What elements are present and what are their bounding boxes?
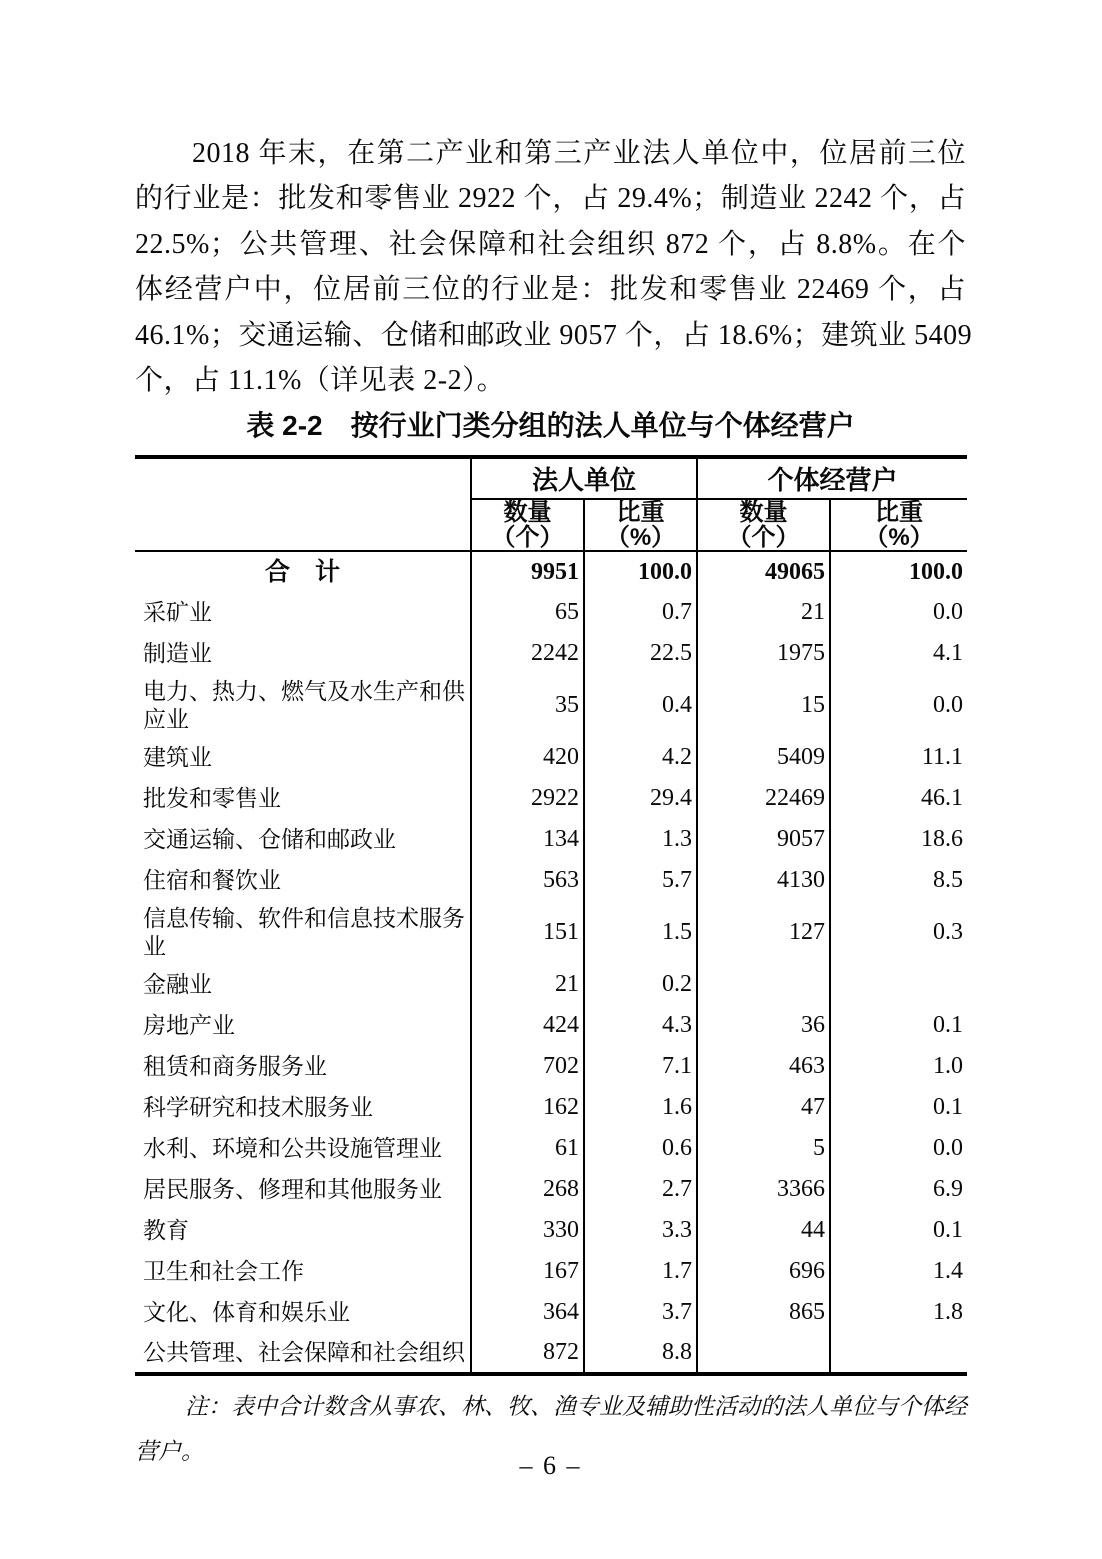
individual-count-value: 5 <box>697 1128 830 1169</box>
legal-units-count-value: 167 <box>471 1251 584 1292</box>
table-row <box>135 778 967 819</box>
legal-units-count-value: 134 <box>471 819 584 860</box>
legal-units-count-value: 2922 <box>471 778 584 819</box>
legal-units-share-value: 100.0 <box>584 551 697 592</box>
legal-units-share-value: 22.5 <box>584 633 697 674</box>
individual-count-value: 44 <box>697 1210 830 1251</box>
legal-units-share-value: 0.7 <box>584 592 697 633</box>
industry-name-cell: 教育 <box>143 1217 189 1243</box>
note-line: 注：表中合计数含从事农、林、牧、渔专业及辅助性活动的法人单位与个体经 <box>185 1394 967 1419</box>
table-row <box>135 1251 967 1292</box>
individual-count-value: 4130 <box>697 860 830 901</box>
legal-units-count-value: 702 <box>471 1046 584 1087</box>
paragraph-line: 个，占 11.1%（详见表 2-2）。 <box>135 365 506 397</box>
individual-count-value: 865 <box>697 1292 830 1333</box>
industry-name-cell: 房地产业 <box>143 1012 235 1038</box>
subheader-individual-share <box>830 499 967 551</box>
individual-count-value: 49065 <box>697 551 830 592</box>
legal-units-share-value: 3.7 <box>584 1292 697 1333</box>
individual-count-value: 696 <box>697 1251 830 1292</box>
individual-share-value: 0.3 <box>830 901 967 964</box>
subheader-unit: （%） <box>605 524 676 551</box>
subheader-unit: （%） <box>864 524 934 551</box>
industry-name-cell: 采矿业 <box>143 599 212 625</box>
legal-units-count-value: 162 <box>471 1087 584 1128</box>
paragraph-line: 体经营户中，位居前三位的行业是：批发和零售业 22469 个，占 <box>135 274 966 306</box>
individual-count-value: 1975 <box>697 633 830 674</box>
table-title: 表 2-2 按行业门类分组的法人单位与个体经营户 <box>246 410 855 441</box>
industry-name-cell: 水利、环境和公共设施管理业 <box>143 1135 442 1161</box>
note-line: 营户。 <box>135 1439 204 1464</box>
table-row <box>135 633 967 674</box>
individual-share-value: 0.1 <box>830 1087 967 1128</box>
table-row <box>135 901 967 964</box>
legal-units-share-value: 8.8 <box>584 1333 697 1374</box>
table-row <box>135 1046 967 1087</box>
legal-units-share-value: 4.2 <box>584 737 697 778</box>
individual-count-value <box>697 1333 830 1374</box>
individual-share-value: 0.1 <box>830 1005 967 1046</box>
table-row <box>135 860 967 901</box>
industry-name-cell: 建筑业 <box>143 744 212 770</box>
subheader-unit: （个） <box>727 524 800 551</box>
table-row <box>135 1169 967 1210</box>
individual-share-value: 0.0 <box>830 1128 967 1169</box>
legal-units-count-value: 424 <box>471 1005 584 1046</box>
legal-units-count-value: 872 <box>471 1333 584 1374</box>
individual-share-value: 1.4 <box>830 1251 967 1292</box>
subheader-label: 数量 <box>739 499 788 526</box>
legal-units-count-value: 65 <box>471 592 584 633</box>
industry-name-cell: 科学研究和技术服务业 <box>143 1094 373 1120</box>
individual-share-value: 4.1 <box>830 633 967 674</box>
individual-share-value: 0.0 <box>830 592 967 633</box>
individual-count-value: 127 <box>697 901 830 964</box>
individual-share-value: 0.1 <box>830 1210 967 1251</box>
industry-name-cell: 信息传输、软件和信息技术服务业 <box>143 905 465 959</box>
individual-share-value: 18.6 <box>830 819 967 860</box>
legal-units-count-value: 364 <box>471 1292 584 1333</box>
legal-units-count-value: 563 <box>471 860 584 901</box>
table-row <box>135 964 967 1005</box>
individual-share-value: 11.1 <box>830 737 967 778</box>
legal-units-count-value: 151 <box>471 901 584 964</box>
individual-share-value: 46.1 <box>830 778 967 819</box>
subheader-individual-count <box>697 499 830 551</box>
table-row <box>135 674 967 737</box>
table-row <box>135 551 967 592</box>
subheader-legal-share <box>584 499 697 551</box>
individual-count-value: 3366 <box>697 1169 830 1210</box>
legal-units-count-value: 268 <box>471 1169 584 1210</box>
industry-column-header-blank <box>135 457 471 551</box>
legal-units-share-value: 7.1 <box>584 1046 697 1087</box>
body-paragraph <box>135 131 973 403</box>
paragraph-line: 46.1%；交通运输、仓储和邮政业 9057 个，占 18.6%；建筑业 5409 <box>135 319 973 351</box>
subheader-legal-count <box>471 499 584 551</box>
page-number: – 6 – <box>519 1451 582 1480</box>
subheader-label: 比重 <box>875 499 924 526</box>
individual-count-value: 9057 <box>697 819 830 860</box>
individual-share-value: 100.0 <box>830 551 967 592</box>
legal-units-share-value: 0.2 <box>584 964 697 1005</box>
legal-units-share-value: 0.6 <box>584 1128 697 1169</box>
legal-units-count-value: 61 <box>471 1128 584 1169</box>
industry-name-cell: 文化、体育和娱乐业 <box>143 1299 350 1325</box>
table-row <box>135 1005 967 1046</box>
individual-count-value: 15 <box>697 674 830 737</box>
legal-units-count-value: 35 <box>471 674 584 737</box>
legal-units-count-value: 330 <box>471 1210 584 1251</box>
table-row <box>135 1333 967 1374</box>
legal-units-share-value: 1.3 <box>584 819 697 860</box>
paragraph-line: 2018 年末，在第二产业和第三产业法人单位中，位居前三位 <box>192 138 966 169</box>
industry-name-cell: 居民服务、修理和其他服务业 <box>143 1176 442 1202</box>
paragraph-line: 的行业是：批发和零售业 2922 个，占 29.4%；制造业 2242 个，占 <box>135 183 966 215</box>
industry-name-cell: 制造业 <box>143 640 212 666</box>
table-row <box>135 592 967 633</box>
individual-share-value: 8.5 <box>830 860 967 901</box>
industry-name-cell: 金融业 <box>143 971 212 997</box>
individual-share-value <box>830 1333 967 1374</box>
legal-units-share-value: 4.3 <box>584 1005 697 1046</box>
legal-units-share-value: 0.4 <box>584 674 697 737</box>
legal-units-share-value: 29.4 <box>584 778 697 819</box>
legal-units-share-value: 1.7 <box>584 1251 697 1292</box>
legal-units-count-value: 2242 <box>471 633 584 674</box>
industry-name-cell: 租赁和商务服务业 <box>143 1053 327 1079</box>
subheader-label: 数量 <box>503 499 552 526</box>
individual-share-value: 0.0 <box>830 674 967 737</box>
industry-name-cell: 电力、热力、燃气及水生产和供应业 <box>143 678 465 732</box>
table-row <box>135 737 967 778</box>
legal-units-share-value: 5.7 <box>584 860 697 901</box>
individual-share-value <box>830 964 967 1005</box>
legal-units-share-value: 3.3 <box>584 1210 697 1251</box>
industry-name-cell: 批发和零售业 <box>143 785 281 811</box>
industry-name-cell: 卫生和社会工作 <box>143 1258 304 1284</box>
individual-share-value: 6.9 <box>830 1169 967 1210</box>
legal-units-share-value: 1.6 <box>584 1087 697 1128</box>
subheader-unit: （个） <box>491 524 564 551</box>
individual-share-value: 1.8 <box>830 1292 967 1333</box>
individual-count-value: 47 <box>697 1087 830 1128</box>
legal-units-count-value: 9951 <box>471 551 584 592</box>
table-row <box>135 1087 967 1128</box>
table-row <box>135 1128 967 1169</box>
subheader-label: 比重 <box>616 499 665 526</box>
industry-name-cell: 交通运输、仓储和邮政业 <box>143 826 396 852</box>
paragraph-line: 22.5%；公共管理、社会保障和社会组织 872 个，占 8.8%。在个 <box>135 228 966 260</box>
individual-count-value: 21 <box>697 592 830 633</box>
legal-units-count-value: 420 <box>471 737 584 778</box>
individual-count-value <box>697 964 830 1005</box>
industry-name-cell: 公共管理、社会保障和社会组织 <box>143 1339 465 1365</box>
table-group-header-row <box>135 457 967 499</box>
table-row <box>135 819 967 860</box>
industry-name-cell: 住宿和餐饮业 <box>143 867 281 893</box>
table-row <box>135 1210 967 1251</box>
column-group-legal-units: 法人单位 <box>471 457 697 499</box>
table-row <box>135 1292 967 1333</box>
legal-units-share-value: 1.5 <box>584 901 697 964</box>
individual-count-value: 22469 <box>697 778 830 819</box>
individual-count-value: 5409 <box>697 737 830 778</box>
industry-statistics-table <box>135 455 967 1376</box>
individual-count-value: 36 <box>697 1005 830 1046</box>
legal-units-count-value: 21 <box>471 964 584 1005</box>
industry-name-cell: 合 计 <box>264 558 340 586</box>
individual-share-value: 1.0 <box>830 1046 967 1087</box>
individual-count-value: 463 <box>697 1046 830 1087</box>
column-group-individual-businesses: 个体经营户 <box>697 457 967 499</box>
legal-units-share-value: 2.7 <box>584 1169 697 1210</box>
